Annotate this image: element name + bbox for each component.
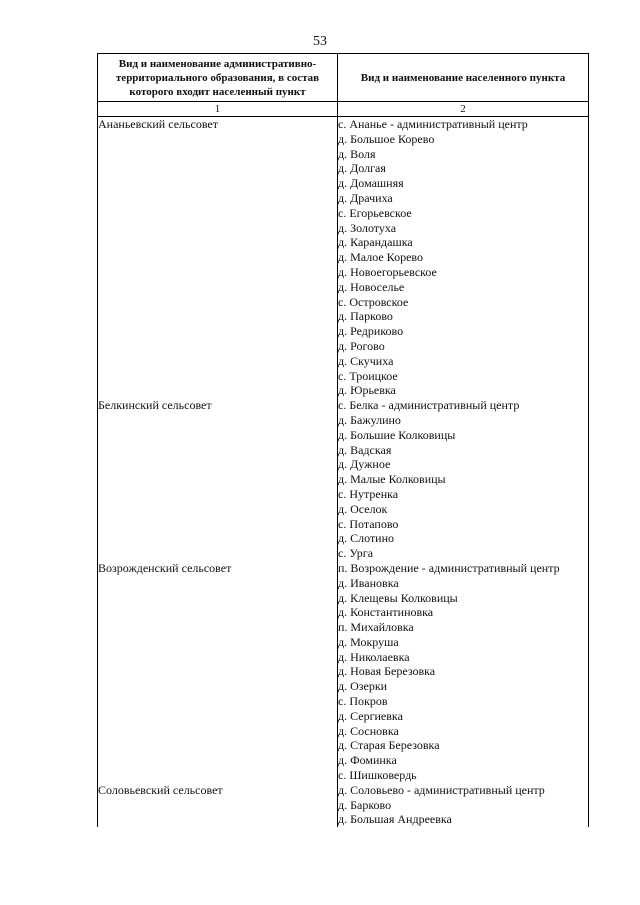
table-body xyxy=(98,117,589,828)
settlement-item: д. Скучиха xyxy=(338,353,394,368)
settlement-item: с. Троицкое xyxy=(338,368,398,383)
settlement-item: д. Большое Корево xyxy=(338,131,435,146)
settlement-item: с. Островское xyxy=(338,294,409,309)
settlement-item: с. Потапово xyxy=(338,516,399,531)
settlement-item: д. Воля xyxy=(338,146,376,161)
settlement-item: д. Большие Колковицы xyxy=(338,427,456,442)
settlement-item: с. Шишковердь xyxy=(338,768,417,783)
settlement-item: с. Нутренка xyxy=(338,486,399,501)
settlement-item: с. Егорьевское xyxy=(338,205,412,220)
settlement-item: д. Сергиевка xyxy=(338,708,403,723)
settlement-item: д. Бажулино xyxy=(338,412,401,427)
settlement-item: д. Редриково xyxy=(338,324,404,339)
column-number-1: 1 xyxy=(98,102,338,117)
settlement-item: д. Старая Березовка xyxy=(338,738,440,753)
settlement-item: д. Большая Андреевка xyxy=(338,812,452,827)
district-name: Возрожденский сельсовет xyxy=(98,561,338,783)
table-header-row xyxy=(98,54,589,102)
settlement-list xyxy=(338,783,589,827)
settlement-list xyxy=(338,398,589,561)
settlement-list xyxy=(338,117,589,399)
settlement-item: д. Новая Березовка xyxy=(338,664,436,679)
settlement-list xyxy=(338,561,589,783)
settlement-item: д. Малые Колковицы xyxy=(338,472,446,487)
column-number-row xyxy=(98,102,589,117)
settlement-item: д. Домашняя xyxy=(338,176,404,191)
settlement-item: п. Михайловка xyxy=(338,620,414,635)
settlement-item: д. Парково xyxy=(338,309,393,324)
settlement-item: д. Озерки xyxy=(338,679,388,694)
settlement-item: д. Сосновка xyxy=(338,723,399,738)
district-name: Ананьевский сельсовет xyxy=(98,117,338,399)
settlement-item: д. Клещевы Колковицы xyxy=(338,590,458,605)
settlement-item: д. Константиновка xyxy=(338,605,434,620)
settlement-item: д. Фоминка xyxy=(338,753,397,768)
settlement-item: д. Новоегорьевское xyxy=(338,264,437,279)
settlement-item: д. Долгая xyxy=(338,161,386,176)
settlement-item: с. Урга xyxy=(338,546,374,561)
table-row xyxy=(98,117,589,399)
settlement-item: д. Новоселье xyxy=(338,279,405,294)
settlement-item: д. Вадская xyxy=(338,442,392,457)
settlement-item: д. Дужное xyxy=(338,457,391,472)
district-name: Белкинский сельсовет xyxy=(98,398,338,561)
district-name: Соловьевский сельсовет xyxy=(98,783,338,827)
settlement-item: п. Возрождение - административный центр xyxy=(338,560,560,575)
column-header-settlement: Вид и наименование населенного пункта xyxy=(338,54,589,102)
table-row xyxy=(98,398,589,561)
page-number: 53 xyxy=(313,34,327,49)
settlement-item: д. Золотуха xyxy=(338,220,397,235)
settlement-item: д. Малое Корево xyxy=(338,250,423,265)
table-row xyxy=(98,783,589,827)
settlement-item: с. Ананье - административный центр xyxy=(338,117,528,131)
settlement-item: д. Драчиха xyxy=(338,190,393,205)
settlement-item: д. Соловьево - административный центр xyxy=(338,782,545,797)
column-number-2: 2 xyxy=(338,102,589,117)
settlement-item: с. Покров xyxy=(338,694,388,709)
settlement-item: д. Юрьевка xyxy=(338,383,396,398)
table-row xyxy=(98,561,589,783)
settlement-item: д. Ивановка xyxy=(338,575,399,590)
settlement-item: д. Мокруша xyxy=(338,634,399,649)
settlement-item: д. Николаевка xyxy=(338,649,410,664)
settlement-item: д. Барково xyxy=(338,797,392,812)
settlement-item: с. Белка - административный центр xyxy=(338,398,520,413)
settlement-item: д. Слотино xyxy=(338,531,395,546)
settlement-item: д. Рогово xyxy=(338,338,385,353)
column-header-district: Вид и наименование административно-территориального образования, в состав которого входит населенный пункт xyxy=(98,54,338,102)
settlement-item: д. Оселок xyxy=(338,501,388,516)
settlements-table xyxy=(97,53,589,827)
settlement-item: д. Карандашка xyxy=(338,235,413,250)
